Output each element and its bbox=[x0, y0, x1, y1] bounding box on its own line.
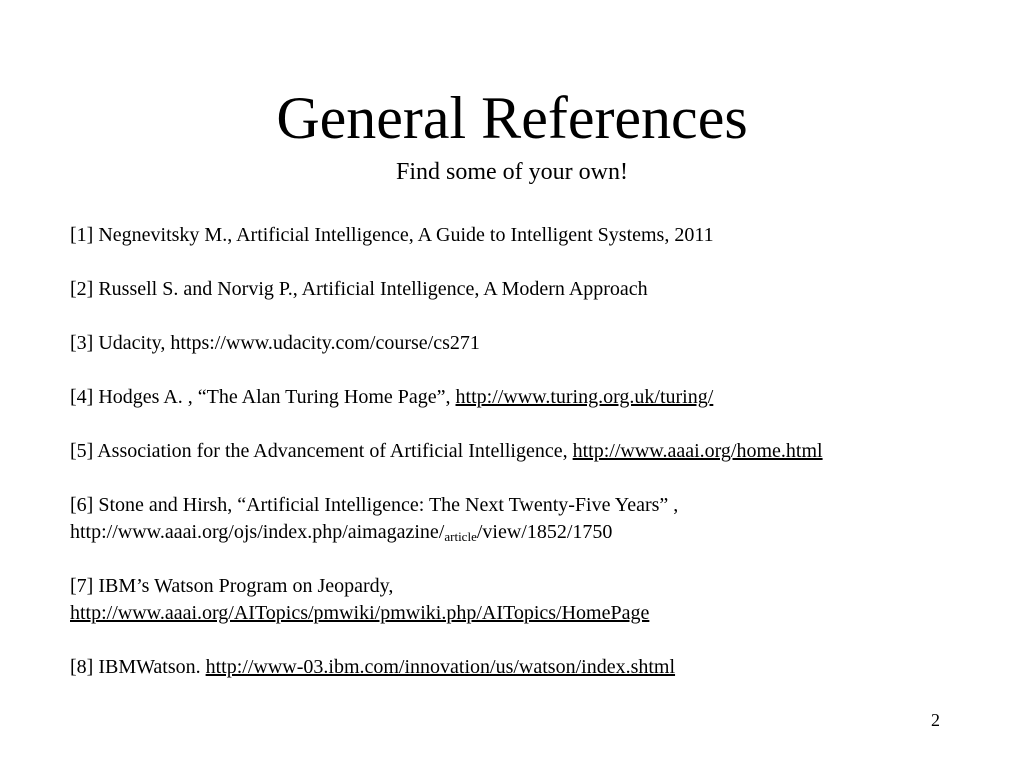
reference-item-8 bbox=[70, 654, 970, 681]
reference-link[interactable]: http://www.aaai.org/AITopics/pmwiki/pmwiki.php/AITopics/HomePage bbox=[70, 602, 650, 624]
reference-text: [8] IBMWatson. bbox=[70, 656, 206, 678]
reference-link[interactable]: http://www.aaai.org/home.html bbox=[572, 440, 823, 462]
reference-item-4 bbox=[70, 384, 970, 411]
reference-text: [4] Hodges A. , “The Alan Turing Home Page”, bbox=[70, 386, 456, 408]
reference-text: [1] Negnevitsky M., Artificial Intelligence, A Guide to Intelligent Systems, 2011 bbox=[70, 224, 714, 246]
reference-item-3 bbox=[70, 330, 970, 357]
reference-item-2 bbox=[70, 276, 970, 303]
reference-item-7 bbox=[70, 573, 970, 627]
reference-item-6 bbox=[70, 492, 970, 546]
reference-item-1 bbox=[70, 222, 970, 249]
reference-text: [5] Association for the Advancement of Artificial Intelligence, bbox=[70, 440, 573, 462]
reference-list bbox=[70, 222, 970, 708]
reference-item-5 bbox=[70, 438, 970, 465]
slide-title: General References bbox=[276, 85, 748, 151]
reference-text: [7] IBM’s Watson Program on Jeopardy, bbox=[70, 575, 394, 597]
page-number: 2 bbox=[931, 710, 940, 730]
reference-text: [6] Stone and Hirsh, “Artificial Intelligence: The Next Twenty-Five Years” , bbox=[70, 494, 679, 516]
reference-text: [2] Russell S. and Norvig P., Artificial Intelligence, A Modern Approach bbox=[70, 278, 648, 300]
reference-link[interactable]: http://www-03.ibm.com/innovation/us/watson/index.shtml bbox=[205, 656, 676, 678]
reference-link[interactable]: http://www.turing.org.uk/turing/ bbox=[455, 386, 714, 408]
reference-text: [3] Udacity, https://www.udacity.com/course/cs271 bbox=[70, 332, 480, 354]
reference-url-part: /view/1852/1750 bbox=[476, 521, 613, 543]
slide-subtitle: Find some of your own! bbox=[396, 159, 628, 185]
reference-url-subscript: article bbox=[444, 529, 477, 544]
reference-url-part: http://www.aaai.org/ojs/index.php/aimagazine/ bbox=[70, 521, 445, 543]
